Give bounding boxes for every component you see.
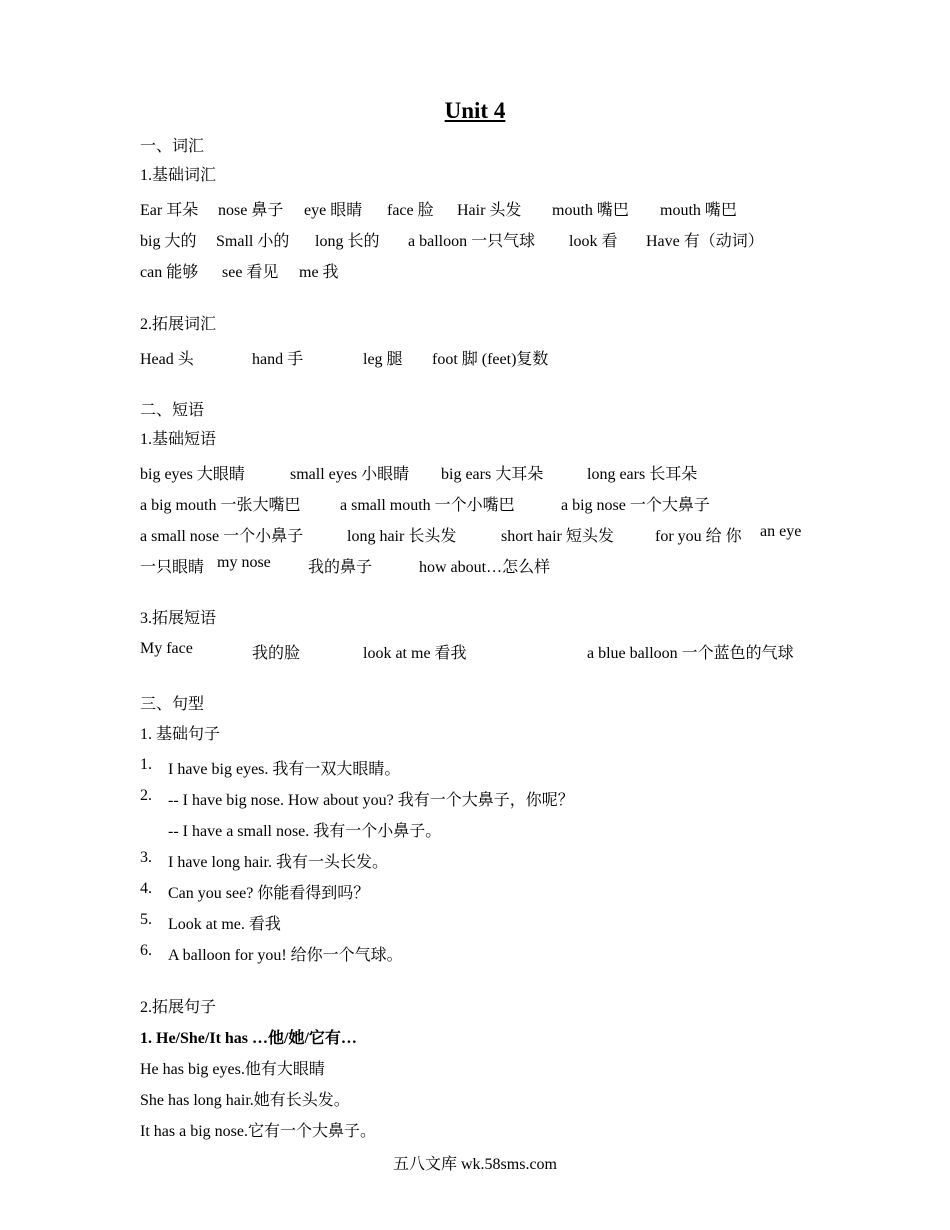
vocab-word: big 大的	[140, 233, 197, 250]
sentence: I have big eyes. 我有一双大眼睛。	[168, 761, 401, 778]
section-heading-vocabulary: 一、词汇	[140, 138, 205, 155]
list-number: 2.	[140, 787, 152, 804]
vocab-word: mouth 嘴巴	[552, 202, 629, 219]
phrase: long ears 长耳朵	[587, 466, 698, 483]
sentence: A balloon for you! 给你一个气球。	[168, 947, 403, 964]
section-heading-sentences: 三、句型	[140, 696, 205, 713]
extended-sentences-label: 2.拓展句子	[140, 999, 217, 1016]
phrase: big eyes 大眼睛	[140, 466, 245, 483]
sentence: -- I have big nose. How about you? 我有一个大鼻子，你呢？	[168, 792, 574, 809]
phrase: short hair 短头发	[501, 528, 614, 545]
sentence: Look at me. 看我	[168, 916, 281, 933]
extended-vocabulary-label: 2.拓展词汇	[140, 316, 217, 333]
vocab-word: face 脸	[387, 202, 434, 219]
phrase: look at me 看我	[363, 645, 467, 662]
page-title: Unit 4	[444, 98, 506, 123]
vocab-word: see 看见	[222, 264, 279, 281]
vocab-word: look 看	[569, 233, 618, 250]
phrase: a big nose 一个大鼻子	[561, 497, 710, 514]
phrase: a blue balloon 一个蓝色的气球	[587, 645, 794, 662]
sentence: -- I have a small nose. 我有一个小鼻子。	[168, 823, 442, 840]
sentence: I have long hair. 我有一头长发。	[168, 854, 388, 871]
vocab-word: nose 鼻子	[218, 202, 284, 219]
basic-phrases-label: 1.基础短语	[140, 431, 217, 448]
sentence: It has a big nose.它有一个大鼻子。	[140, 1123, 376, 1140]
phrase: for you 给 你	[655, 528, 742, 545]
phrase: an eye	[760, 523, 802, 540]
phrase: my nose	[217, 554, 271, 571]
vocab-word: Hair 头发	[457, 202, 522, 219]
list-number: 3.	[140, 849, 152, 866]
section-heading-phrases: 二、短语	[140, 402, 205, 419]
phrase: a small nose 一个小鼻子	[140, 528, 304, 545]
extended-sentence-pattern: 1. He/She/It has …他/她/它有…	[140, 1030, 357, 1047]
phrase: a big mouth 一张大嘴巴	[140, 497, 301, 514]
vocab-word: a balloon 一只气球	[408, 233, 536, 250]
vocab-word: can 能够	[140, 264, 199, 281]
page-footer: 五八文库 wk.58sms.com	[392, 1156, 557, 1173]
phrase: 我的鼻子	[308, 559, 373, 576]
sentence: She has long hair.她有长头发。	[140, 1092, 350, 1109]
extended-phrases-label: 3.拓展短语	[140, 610, 217, 627]
sentence: He has big eyes.他有大眼睛	[140, 1061, 325, 1078]
phrase: big ears 大耳朵	[441, 466, 544, 483]
sentence: Can you see? 你能看得到吗？	[168, 885, 370, 902]
list-number: 6.	[140, 942, 152, 959]
vocab-word: eye 眼睛	[304, 202, 363, 219]
vocab-word: foot 脚 (feet)复数	[432, 351, 549, 368]
list-number: 4.	[140, 880, 152, 897]
vocab-word: long 长的	[315, 233, 380, 250]
phrase: 我的脸	[252, 645, 301, 662]
basic-sentences-label: 1. 基础句子	[140, 726, 221, 743]
phrase: My face	[140, 640, 193, 657]
vocab-word: me 我	[299, 264, 339, 281]
vocab-word: mouth 嘴巴	[660, 202, 737, 219]
list-number: 1.	[140, 756, 152, 773]
vocab-word: hand 手	[252, 351, 304, 368]
vocab-word: Have 有（动词）	[646, 233, 764, 250]
list-number: 5.	[140, 911, 152, 928]
phrase: a small mouth 一个小嘴巴	[340, 497, 515, 514]
vocab-word: Ear 耳朵	[140, 202, 199, 219]
vocab-word: Small 小的	[216, 233, 290, 250]
phrase: small eyes 小眼睛	[290, 466, 410, 483]
vocab-word: leg 腿	[363, 351, 403, 368]
vocab-word: Head 头	[140, 351, 194, 368]
phrase: long hair 长头发	[347, 528, 457, 545]
basic-vocabulary-label: 1.基础词汇	[140, 167, 217, 184]
phrase: how about…怎么样	[419, 559, 551, 576]
phrase: 一只眼睛	[140, 559, 205, 576]
